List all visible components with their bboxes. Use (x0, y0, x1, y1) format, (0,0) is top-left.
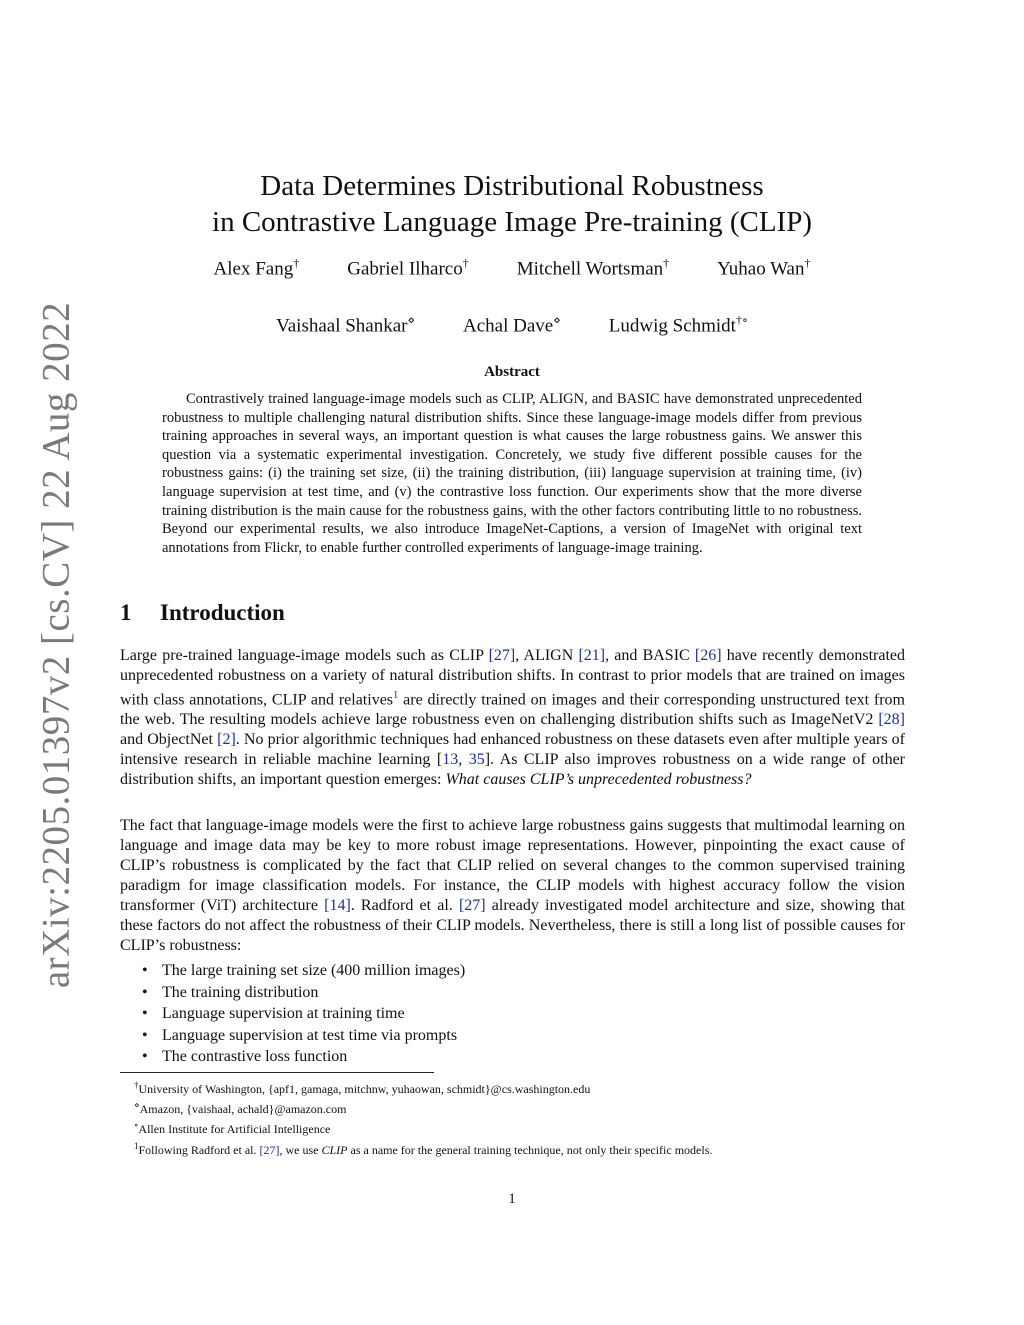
list-item (140, 1003, 465, 1025)
causes-list (140, 960, 465, 1068)
abstract-text: Contrastively trained language-image models such as CLIP, ALIGN, and BASIC have demonstrated unprecedented robustness to multiple challenging natural distribution shifts. Since these language-image models differ from previous training approaches in several ways, an important question is what causes the large robustness gains. We answer this question via a systematic experimental investigation. Concretely, we study five different possible causes for the robustness gains: (i) the training set size, (ii) the training distribution, (iii) language supervision at training time, (iv) language supervision at test time, and (v) the contrastive loss function. Our experiments show that the more diverse training distribution is the main cause for the robustness gains, with the other factors contributing little to no robustness. Beyond our experimental results, we also introduce ImageNet-Captions, a version of ImageNet with original text annotations from Flickr, to enable further controlled experiments of language-image training. (162, 391, 862, 556)
affiliation-mark: ⋄ (407, 313, 416, 327)
section-heading (120, 600, 285, 626)
author (609, 313, 748, 337)
author-name: Ludwig Schmidt (608, 315, 736, 337)
emphasized-question: What causes CLIP’s unprecedented robustness? (445, 771, 752, 789)
author-name: Vaishaal Shankar (276, 315, 408, 337)
arxiv-identifier: arXiv:2205.01397v2 [cs.CV] 22 Aug 2022 (34, 301, 78, 989)
bullet-icon: • (142, 962, 148, 979)
author-name: Alex Fang (213, 258, 294, 280)
list-item-text: Language supervision at training time (162, 1005, 405, 1023)
citation-link[interactable]: [26] (694, 647, 722, 664)
affiliation-mark: † (293, 256, 300, 270)
text-run: , ALIGN (515, 647, 579, 664)
footnote-text: , we use (279, 1142, 322, 1157)
author-name: Yuhao Wan (717, 258, 805, 280)
bullet-icon: • (142, 983, 148, 1001)
footnote-mark: ∘ (134, 1120, 139, 1131)
list-item-text: The large training set size (400 million images) (162, 962, 466, 979)
author-name: Mitchell Wortsman (516, 258, 664, 280)
list-item-text: The training distribution (162, 983, 319, 1001)
citation-link[interactable]: [27] (458, 897, 486, 914)
affiliation-mark: † (663, 256, 670, 270)
footnote-1 (120, 1138, 910, 1158)
footnote-link[interactable]: 1 (393, 690, 399, 701)
affiliation-mark: ⋄ (553, 313, 561, 327)
footnote-mark: † (134, 1080, 139, 1090)
text-run: Large pre-trained language-image models such as CLIP (120, 647, 489, 664)
footnote-emphasis: CLIP (321, 1142, 348, 1157)
footnote-text: Following Radford et al. (138, 1142, 260, 1157)
footnote-text: Amazon, {vaishaal, achald}@amazon.com (139, 1102, 347, 1117)
section-title: Introduction (160, 600, 285, 625)
text-run: and ObjectNet (120, 731, 218, 749)
author-name: Achal Dave (463, 315, 554, 337)
list-item (140, 1046, 465, 1068)
bullet-icon: • (142, 1026, 148, 1044)
citation-link[interactable]: [28] (878, 711, 905, 729)
text-run: , and BASIC (605, 647, 695, 664)
paper-title (0, 168, 1024, 240)
text-run: are directly trained on images and their corresponding unstructured text from the web. The resulting models achieve large robustness even on challenging distribution shifts such as ImageNetV2 (120, 691, 905, 729)
bullet-icon: • (142, 1048, 148, 1066)
footnote-text: University of Washington, {apf1, gamaga, mitchnw, yuhaowan, schmidt}@cs.washington.edu (138, 1082, 591, 1096)
affiliation-mark: † (804, 256, 811, 270)
authors-row-2 (0, 313, 1024, 337)
author (276, 313, 415, 337)
footnote-affiliation-ai2 (120, 1117, 910, 1137)
footnote-mark: ⋄ (134, 1100, 140, 1111)
author (214, 256, 300, 280)
text-run: The fact that language-image models were the first to achieve large robustness gains suggests that multimodal learning on language and image data may be key to more robust image representations. However, pinpointing the exact cause of CLIP’s robustness is complicated by the fact that CLIP relied on several changes to the common supervised training paradigm for image classification models. For instance, the CLIP models with highest accuracy follow the vision transformer (ViT) architecture (120, 817, 905, 914)
footnote-mark: 1 (134, 1140, 139, 1151)
citation-link[interactable]: [14] (324, 897, 351, 914)
author (717, 256, 810, 280)
list-item-text: Language supervision at test time via prompts (162, 1026, 458, 1044)
footnote-text: as a name for the general training technique, not only their specific models. (347, 1142, 713, 1157)
affiliation-mark: †∘ (735, 313, 748, 327)
citation-link[interactable]: 35 (468, 751, 485, 769)
citation-link[interactable]: [21] (578, 647, 606, 664)
citation-link[interactable]: [27] (259, 1142, 280, 1157)
author (347, 256, 469, 280)
intro-paragraph-2 (120, 816, 905, 956)
text-run: . Radford et al. (350, 897, 459, 914)
title-line-1: Data Determines Distributional Robustness (260, 170, 764, 202)
text-run: already investigated model architecture and size, showing that these factors do not affect the robustness of their CLIP models. Nevertheless, there is still a long list of possible causes for CLIP’s robustness: (120, 897, 906, 954)
text-run: ]. As CLIP also improves robustness on a wide range of other distribution shifts, an important question emerges: (120, 751, 906, 789)
bullet-icon: • (142, 1005, 148, 1023)
footnote-divider (120, 1072, 434, 1073)
text-run: , (458, 751, 469, 769)
abstract-heading: Abstract (484, 364, 540, 380)
footnote-affiliation-amazon (120, 1097, 910, 1117)
footnotes (120, 1077, 910, 1158)
intro-paragraph-1 (120, 646, 905, 790)
citation-link[interactable]: [2] (217, 731, 236, 749)
authors-row-1 (0, 256, 1024, 280)
citation-link[interactable]: 13 (442, 751, 459, 769)
list-item (140, 1025, 465, 1047)
section-number: 1 (120, 600, 132, 625)
text-run: . No prior algorithmic techniques had enhanced robustness on these datasets even after multiple years of intensive research in reliable machine learning [ (120, 731, 905, 769)
footnote-text: Allen Institute for Artificial Intelligence (138, 1122, 331, 1137)
author (517, 256, 669, 280)
text-run: have recently demonstrated unprecedented robustness on a variety of natural distribution shifts. In contrast to prior models that are trained on images with class annotations, CLIP and relatives (120, 647, 906, 709)
affiliation-mark: † (462, 256, 469, 270)
footnote-affiliation-uw (120, 1077, 910, 1097)
author-name: Gabriel Ilharco (347, 258, 463, 280)
title-line-2: in Contrastive Language Image Pre-training (CLIP) (212, 206, 812, 238)
list-item (140, 982, 465, 1004)
list-item-text: The contrastive loss function (162, 1048, 348, 1066)
citation-link[interactable]: [27] (488, 647, 516, 664)
list-item (140, 960, 465, 982)
author (463, 313, 561, 337)
page-number: 1 (508, 1191, 516, 1207)
